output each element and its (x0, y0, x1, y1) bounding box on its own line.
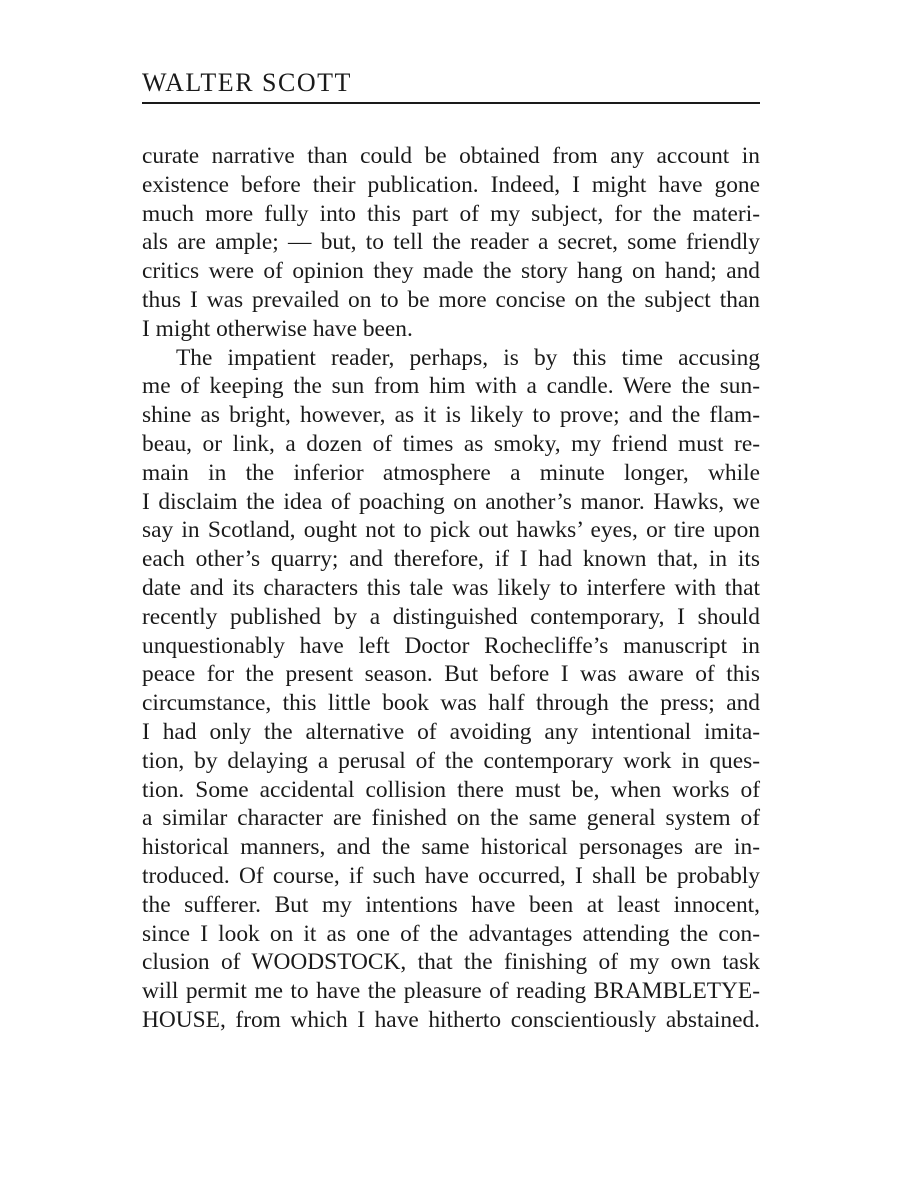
text-line: say in Scotland, ought not to pick out hawks’ eyes, or tire upon (142, 517, 760, 544)
text-line: main in the inferior atmosphere a minute longer, while (142, 459, 760, 486)
text-line: me of keeping the sun from him with a candle. Were the sun- (142, 373, 760, 400)
paragraph-2 (142, 344, 760, 1035)
text-line: tion. Some accidental collision there must be, when works of (142, 776, 760, 803)
text-line: will permit me to have the pleasure of reading BRAMBLETYE- (142, 978, 760, 1005)
text-line: recently published by a distinguished contemporary, I should (142, 603, 760, 630)
text-line: curate narrative than could be obtained from any account in (142, 143, 760, 169)
text-line: much more fully into this part of my subject, for the materi- (142, 200, 760, 227)
text-line: a similar character are finished on the same general system of (142, 805, 760, 832)
book-page (142, 60, 760, 1035)
text-line: existence before their publication. Indeed, I might have gone (142, 171, 760, 198)
text-line: HOUSE, from which I have hitherto conscientiously abstained. (142, 1006, 760, 1033)
paragraph-1 (142, 142, 760, 344)
text-line: The impatient reader, perhaps, is by this time accusing (176, 344, 760, 371)
header-rule (142, 102, 760, 104)
text-line: date and its characters this tale was likely to interfere with that (142, 574, 760, 601)
text-line: I might otherwise have been. (142, 315, 413, 342)
text-line: als are ample; — but, to tell the reader a secret, some friendly (142, 229, 760, 256)
running-head: WALTER SCOTT (142, 68, 352, 97)
text-line: tion, by delaying a perusal of the contemporary work in ques- (142, 747, 760, 774)
text-line: I had only the alternative of avoiding any intentional imita- (142, 718, 760, 745)
text-line: clusion of WOODSTOCK, that the finishing of my own task (142, 949, 760, 976)
text-line: each other’s quarry; and therefore, if I had known that, in its (142, 546, 760, 573)
text-line: beau, or link, a dozen of times as smoky, my friend must re- (142, 430, 760, 457)
text-line: shine as bright, however, as it is likely to prove; and the flam- (142, 402, 760, 429)
text-line: critics were of opinion they made the story hang on hand; and (142, 258, 760, 285)
text-line: I disclaim the idea of poaching on another’s manor. Hawks, we (142, 488, 760, 515)
text-line: peace for the present season. But before I was aware of this (142, 661, 760, 688)
text-line: unquestionably have left Doctor Rochecliffe’s manuscript in (142, 632, 760, 659)
body-text (142, 142, 760, 1035)
text-line: troduced. Of course, if such have occurred, I shall be probably (142, 862, 760, 889)
text-line: circumstance, this little book was half through the press; and (142, 690, 760, 717)
text-line: historical manners, and the same historical personages are in- (142, 834, 760, 861)
text-line: thus I was prevailed on to be more concise on the subject than (142, 286, 760, 313)
text-line: the sufferer. But my intentions have been at least innocent, (142, 891, 760, 918)
text-line: since I look on it as one of the advantages attending the con- (142, 920, 760, 947)
